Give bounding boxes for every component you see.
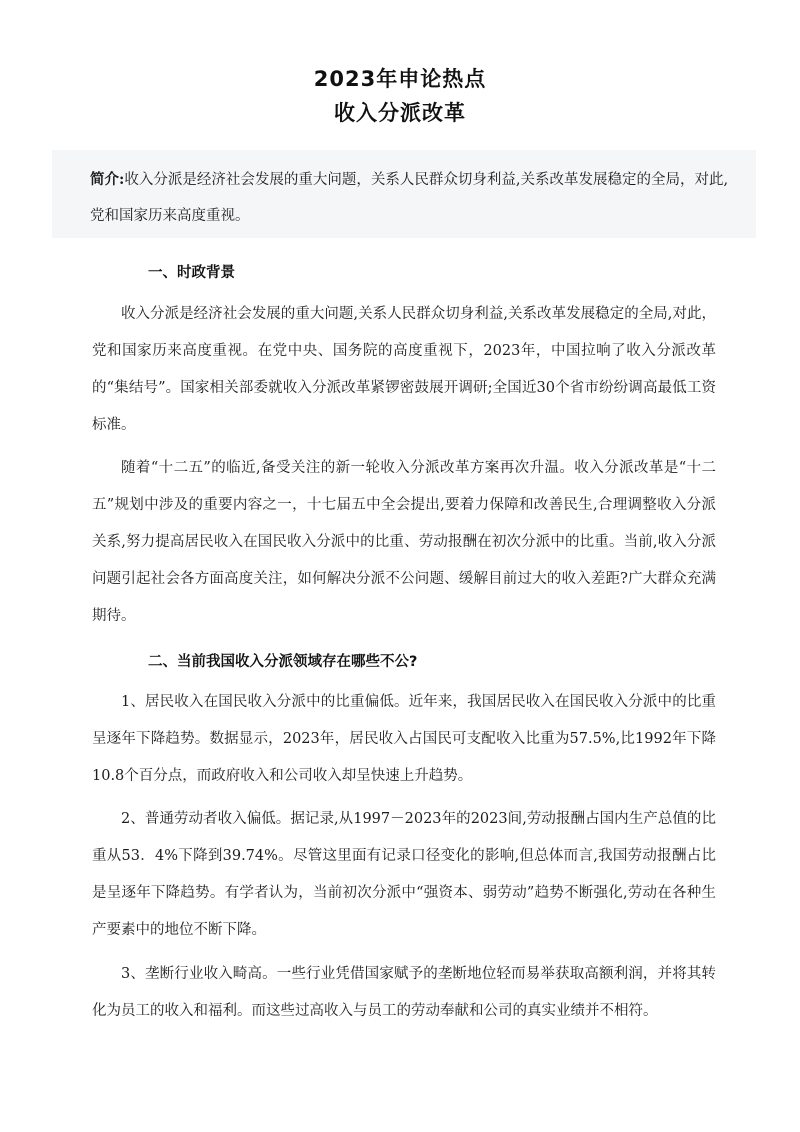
intro-box	[52, 150, 756, 238]
intro-text: 收入分派是经济社会发展的重大问题，关系人民群众切身利益,关系改革发展稳定的全局，对此,党和国家历来高度重视。	[90, 172, 729, 224]
paragraph: 2、普通劳动者收入偏低。据记录,从1997－2023年的2023间,劳动报酬占国内生产总值的比重从53．4%下降到39.74%。尽管这里面有记录口径变化的影响,但总体而言,我国劳动报酬占比是呈逐年下降趋势。有学者认为，当前初次分派中“强资本、弱劳动”趋势不断强化,劳动在各种生产要素中的地位不断下降。	[92, 811, 716, 938]
paragraph: 3、垄断行业收入畸高。一些行业凭借国家赋予的垄断地位轻而易举获取高额利润，并将其转化为员工的收入和福利。而这些过高收入与员工的劳动奉献和公司的真实业绩并不相符。	[92, 966, 716, 1019]
section-heading-unfairness: 二、当前我国收入分派领域存在哪些不公?	[148, 654, 418, 670]
intro-label: 简介:	[90, 171, 125, 188]
title-block	[0, 62, 800, 130]
paragraph: 收入分派是经济社会发展的重大问题,关系人民群众切身利益,关系改革发展稳定的全局,对此，党和国家历来高度重视。在党中央、国务院的高度重视下，2023年，中国拉响了收入分派改革的“集结号”。国家相关部委就收入分派改革紧锣密鼓展开调研;全国近30个省市纷纷调高最低工资标准。	[92, 306, 716, 433]
paragraph: 1、居民收入在国民收入分派中的比重偏低。近年来，我国居民收入在国民收入分派中的比重呈逐年下降趋势。数据显示，2023年，居民收入占国民可支配收入比重为57.5%,比1992年下降10.8个百分点，而政府收入和公司收入却呈快速上升趋势。	[92, 694, 716, 784]
document-title: 2023年申论热点	[313, 67, 487, 91]
paragraph: 随着“十二五”的临近,备受关注的新一轮收入分派改革方案再次升温。收入分派改革是“十二五”规划中涉及的重要内容之一，十七届五中全会提出,要着力保障和改善民生,合理调整收入分派关系,努力提高居民收入在国民收入分派中的比重、劳动报酬在初次分派中的比重。当前,收入分派问题引起社会各方面高度关注，如何解决分派不公问题、缓解目前过大的收入差距?广大群众充满期待。	[92, 460, 716, 624]
section-heading-background: 一、时政背景	[148, 265, 235, 281]
document-subtitle: 收入分派改革	[334, 101, 466, 125]
